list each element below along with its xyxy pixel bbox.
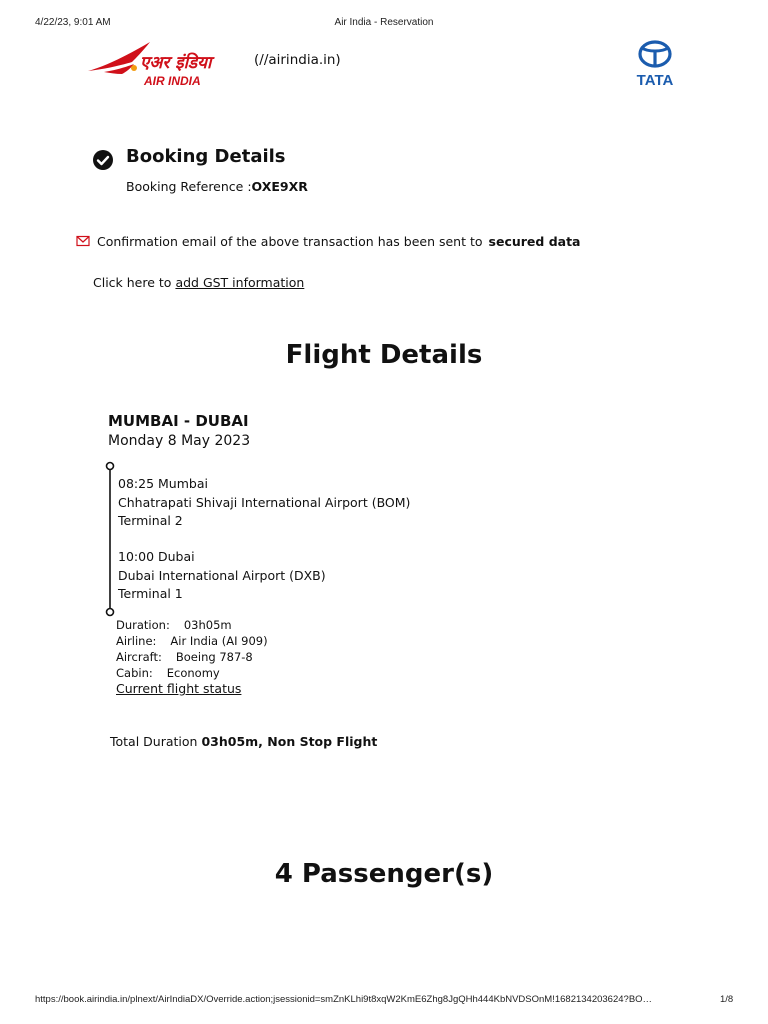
departure-time-city: 08:25 Mumbai <box>118 476 208 491</box>
duration-row <box>116 617 268 633</box>
airline-row <box>116 633 268 649</box>
departure-airport: Chhatrapati Shivaji International Airport (BOM) <box>118 494 411 510</box>
cabin-row <box>116 665 268 681</box>
confirmation-message <box>97 234 581 249</box>
confirmation-text: Confirmation email of the above transaction has been sent to <box>97 234 483 249</box>
passengers-title: 4 Passenger(s) <box>274 859 494 889</box>
flight-timeline <box>104 460 116 618</box>
flight-details-title: Flight Details <box>285 340 483 370</box>
print-url: https://book.airindia.in/plnext/AirIndiaDX/Override.action;jsessionid=smZnKLhi9t8xqW2KmE6Zhg8JgQHh444KbNVDSOnM!1682134203624?BO… <box>35 994 653 1005</box>
arrival-terminal: Terminal 1 <box>118 586 183 601</box>
flight-info-list <box>116 617 268 681</box>
aircraft-label: Aircraft: <box>116 650 162 664</box>
logo-english-text: AIR INDIA <box>144 74 201 88</box>
departure-block <box>118 475 410 531</box>
air-india-logo[interactable] <box>86 38 248 88</box>
arrival-time-city: 10:00 Dubai <box>118 549 195 564</box>
gst-prefix: Click here to <box>93 275 172 290</box>
total-duration-value: 03h05m, Non Stop Flight <box>201 734 378 749</box>
arrival-airport: Dubai International Airport (DXB) <box>118 567 326 583</box>
tata-logo-text: TATA <box>636 72 674 88</box>
mail-icon <box>76 235 90 247</box>
total-duration-label: Total Duration <box>110 734 198 749</box>
print-document-title: Air India - Reservation <box>334 17 434 28</box>
print-page-number: 1/8 <box>720 994 734 1005</box>
cabin-value: Economy <box>166 666 220 680</box>
duration-label: Duration: <box>116 618 170 632</box>
flight-route: MUMBAI - DUBAI <box>108 412 249 430</box>
gst-line <box>93 275 304 290</box>
total-duration <box>110 734 377 749</box>
booking-details-title: Booking Details <box>126 146 286 167</box>
tata-logo <box>624 38 686 88</box>
departure-terminal: Terminal 2 <box>118 513 183 528</box>
confirmation-recipient: secured data <box>488 234 581 249</box>
booking-reference-value: OXE9XR <box>251 179 308 194</box>
aircraft-value: Boeing 787-8 <box>175 650 253 664</box>
airindia-site-link[interactable]: (//airindia.in) <box>254 52 341 68</box>
duration-value: 03h05m <box>183 618 232 632</box>
cabin-label: Cabin: <box>116 666 153 680</box>
current-flight-status-link[interactable]: Current flight status <box>116 681 242 696</box>
airline-label: Airline: <box>116 634 157 648</box>
add-gst-link[interactable]: add GST information <box>175 275 305 290</box>
aircraft-row <box>116 649 268 665</box>
arrival-block <box>118 548 326 604</box>
print-datetime: 4/22/23, 9:01 AM <box>35 17 111 28</box>
flight-date: Monday 8 May 2023 <box>108 433 251 449</box>
logo-hindi-text: एअर इंडिया <box>140 53 212 73</box>
booking-reference <box>126 179 308 194</box>
check-circle-icon <box>92 149 114 171</box>
airline-value: Air India (AI 909) <box>170 634 268 648</box>
booking-reference-label: Booking Reference : <box>126 179 252 194</box>
